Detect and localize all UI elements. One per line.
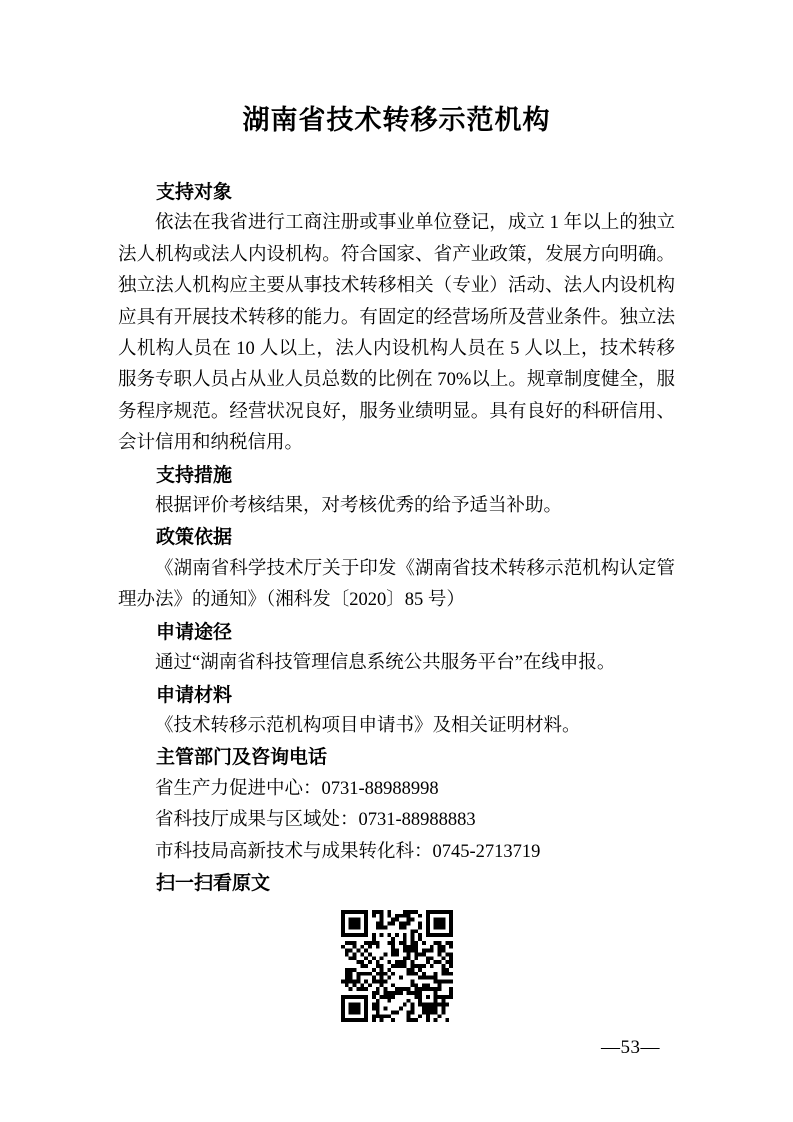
contact-phone-line-2: 省科技厅成果与区域处：0731-88988883 xyxy=(155,810,476,831)
page-number: —53— xyxy=(601,1037,660,1058)
qr-code-icon xyxy=(341,910,453,1022)
heading-application-channel: 申请途径 xyxy=(156,621,233,643)
heading-scan-original: 扫一扫看原文 xyxy=(156,872,271,894)
support-target-paragraph: 依法在我省进行工商注册或事业单位登记，成立 1 年以上的独立法人机构或法人内设机构。符合国家、省产业政策，发展方向明确。独立法人机构应主要从事技术转移相关（专业）活动、法人内设机构应具有开展技术转移的能力。有固定的经营场所及营业条件。独立法人机构人员在 10 人以上，法人内设机构人员在 5 人以上，技术转移服务专职人员占从业人员总数的比例在 70%以上。规章制度健全，服务程序规范。经营状况良好，服务业绩明显。具有良好的科研信用、会计信用和纳税信用。 xyxy=(118,213,675,454)
contact-phone-line-3: 市科技局高新技术与成果转化科：0745-2713719 xyxy=(155,841,541,862)
document-body xyxy=(118,177,675,1022)
application-channel-paragraph: 通过“湖南省科技管理信息系统公共服务平台”在线申报。 xyxy=(155,653,616,674)
section-support-measures xyxy=(118,460,675,523)
contact-phone-line-1: 省生产力促进中心：0731-88988998 xyxy=(155,778,439,799)
page-title: 湖南省技术转移示范机构 xyxy=(242,105,551,135)
section-scan-original xyxy=(118,868,675,1022)
heading-support-target: 支持对象 xyxy=(156,182,233,203)
heading-contacts: 主管部门及咨询电话 xyxy=(156,747,328,769)
support-measures-paragraph: 根据评价考核结果，对考核优秀的给予适当补助。 xyxy=(155,496,563,517)
heading-policy-basis: 政策依据 xyxy=(156,527,233,549)
section-application-channel xyxy=(118,617,675,680)
section-application-materials xyxy=(118,680,675,743)
application-materials-paragraph: 《技术转移示范机构项目申请书》及相关证明材料。 xyxy=(155,715,581,736)
section-support-target xyxy=(118,177,675,460)
policy-basis-paragraph: 《湖南省科学技术厅关于印发《湖南省技术转移示范机构认定管理办法》的通知》（湘科发〔2020〕85 号） xyxy=(118,558,675,611)
section-policy-basis xyxy=(118,522,675,616)
heading-support-measures: 支持措施 xyxy=(156,464,233,486)
heading-application-materials: 申请材料 xyxy=(156,684,233,706)
section-contacts xyxy=(118,742,675,868)
